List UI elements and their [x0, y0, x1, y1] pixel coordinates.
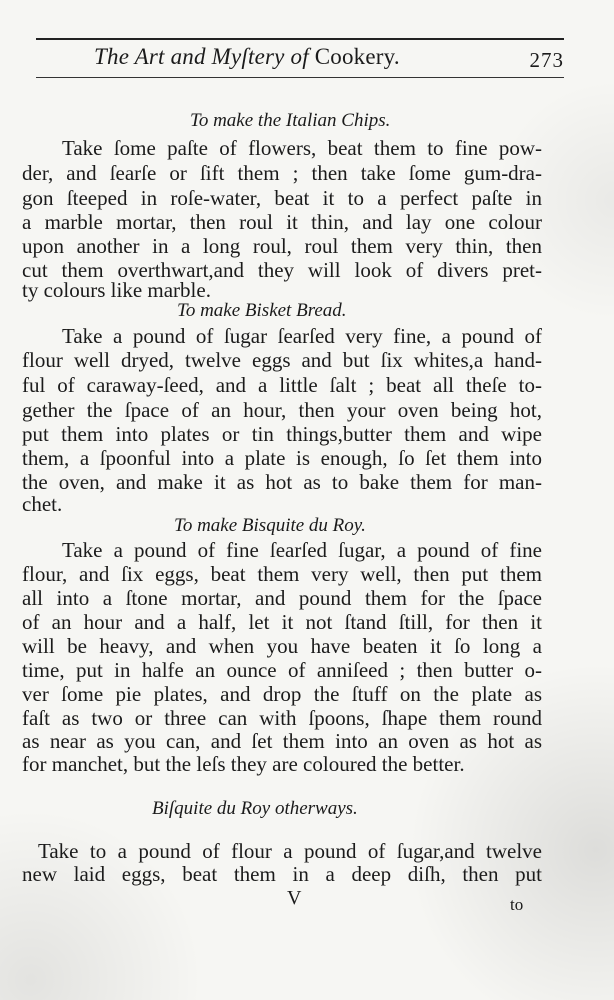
text-line: flour well dryed, twelve eggs and but ſix whites,a hand- — [22, 348, 542, 372]
signature-mark: V — [287, 887, 302, 909]
text-line: gether the ſpace of an hour, then your oven being hot, — [22, 398, 542, 422]
text-line: Take ſome paſte of flowers, beat them to fine pow- — [62, 136, 542, 160]
recipe-title-bisket-bread: To make Bisket Bread. — [177, 300, 347, 321]
page-number: 273 — [529, 48, 564, 72]
text-line: them, a ſpoonful into a plate is enough, ſo ſet them into — [22, 446, 542, 470]
text-line: der, and ſearſe or ſift them ; then take ſome gum-dra- — [22, 161, 542, 185]
running-header — [36, 44, 564, 74]
text-line: gon ſteeped in roſe-water, beat it to a perfect paſte in — [22, 186, 542, 210]
running-title-roman: Cookery. — [314, 44, 400, 69]
recipe-title-bisquite-otherways: Biſquite du Roy otherways. — [152, 798, 358, 819]
header-rule-top — [36, 38, 564, 40]
book-page — [22, 0, 582, 1000]
text-line: ver ſome pie plates, and drop the ſtuff on the plate as — [22, 682, 542, 706]
text-line: as near as you can, and ſet them into an oven as hot as — [22, 729, 542, 753]
text-line: cut them overthwart,and they will look of divers pret- — [22, 258, 542, 282]
text-line: upon another in a long roul, roul them very thin, then — [22, 234, 542, 258]
text-line: the oven, and make it as hot as to bake them for man- — [22, 470, 542, 494]
recipe-title-bisquite-du-roy: To make Bisquite du Roy. — [174, 515, 366, 536]
text-line: all into a ſtone mortar, and pound them for the ſpace — [22, 586, 542, 610]
text-line: of an hour and a half, let it not ſtand ſtill, for then it — [22, 610, 542, 634]
text-line: flour, and ſix eggs, beat them very well, then put them — [22, 562, 542, 586]
text-line: ful of caraway-ſeed, and a little ſalt ; beat all theſe to- — [22, 373, 542, 397]
text-line: faſt as two or three can with ſpoons, ſhape them round — [22, 706, 542, 730]
running-title-italic: The Art and Myſtery of — [94, 44, 309, 69]
header-rule-bottom — [36, 77, 564, 78]
text-line: chet. — [22, 492, 63, 516]
catchword: to — [510, 895, 524, 914]
text-line: new laid eggs, beat them in a deep diſh, then put — [22, 862, 542, 886]
text-line: Take a pound of fine ſearſed ſugar, a pound of fine — [62, 538, 542, 562]
text-line: ty colours like marble. — [22, 278, 211, 302]
text-line: Take to a pound of flour a pound of ſugar,and twelve — [38, 839, 542, 863]
text-line: Take a pound of ſugar ſearſed very fine, a pound of — [62, 324, 542, 348]
text-line: time, put in halfe an ounce of anniſeed ; then butter o- — [22, 658, 542, 682]
text-line: put them into plates or tin things,butter them and wipe — [22, 422, 542, 446]
text-line: for manchet, but the leſs they are coloured the better. — [22, 752, 465, 776]
recipe-title-italian-chips: To make the Italian Chips. — [190, 110, 391, 131]
running-title — [94, 44, 400, 70]
text-line: will be heavy, and when you have beaten it ſo long a — [22, 634, 542, 658]
text-line: a marble mortar, then roul it thin, and lay one colour — [22, 210, 542, 234]
